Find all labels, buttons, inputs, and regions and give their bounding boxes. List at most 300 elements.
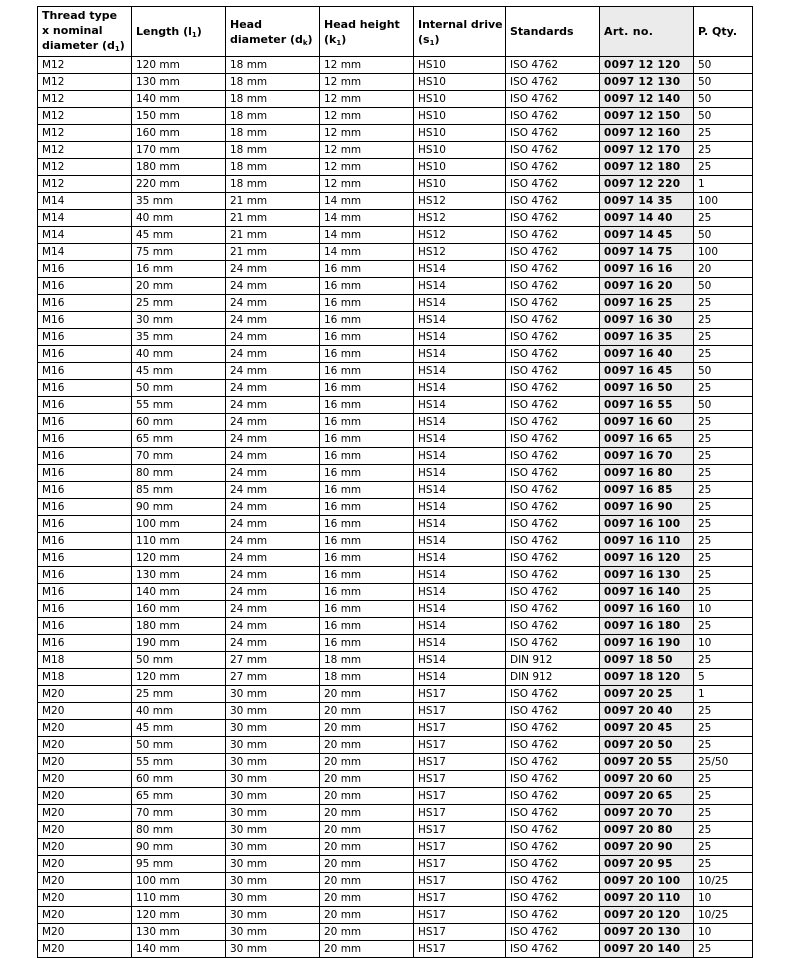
standards-cell: ISO 4762 [506, 176, 600, 193]
thread-type-cell: M18 [38, 669, 132, 686]
header-head-diameter-label: Head diameter (d [230, 17, 303, 46]
length-cell: 80 mm [132, 465, 226, 482]
pack-qty-cell: 25 [694, 210, 753, 227]
length-cell: 85 mm [132, 482, 226, 499]
pack-qty-cell: 25 [694, 465, 753, 482]
head-height-cell: 20 mm [320, 839, 414, 856]
head-height-cell: 20 mm [320, 771, 414, 788]
table-row [38, 176, 753, 193]
art-no-cell: 0097 20 25 [600, 686, 694, 703]
internal-drive-cell: HS12 [414, 210, 506, 227]
art-no-cell: 0097 20 45 [600, 720, 694, 737]
thread-type-cell: M16 [38, 618, 132, 635]
head-diameter-cell: 18 mm [226, 91, 320, 108]
standards-cell: ISO 4762 [506, 822, 600, 839]
length-cell: 90 mm [132, 499, 226, 516]
thread-type-cell: M16 [38, 431, 132, 448]
head-height-cell: 16 mm [320, 329, 414, 346]
length-cell: 25 mm [132, 295, 226, 312]
standards-cell: ISO 4762 [506, 873, 600, 890]
pack-qty-cell: 5 [694, 669, 753, 686]
table-row [38, 601, 753, 618]
art-no-cell: 0097 20 90 [600, 839, 694, 856]
standards-cell: ISO 4762 [506, 363, 600, 380]
internal-drive-cell: HS14 [414, 346, 506, 363]
standards-cell: ISO 4762 [506, 142, 600, 159]
thread-type-cell: M14 [38, 227, 132, 244]
length-cell: 170 mm [132, 142, 226, 159]
thread-type-cell: M12 [38, 57, 132, 74]
pack-qty-cell: 50 [694, 363, 753, 380]
pack-qty-cell: 25 [694, 550, 753, 567]
thread-type-cell: M20 [38, 839, 132, 856]
head-diameter-cell: 24 mm [226, 329, 320, 346]
standards-cell: ISO 4762 [506, 414, 600, 431]
thread-type-cell: M20 [38, 924, 132, 941]
head-diameter-cell: 24 mm [226, 363, 320, 380]
internal-drive-cell: HS17 [414, 941, 506, 958]
length-cell: 30 mm [132, 312, 226, 329]
internal-drive-cell: HS14 [414, 465, 506, 482]
table-row [38, 380, 753, 397]
head-diameter-cell: 24 mm [226, 261, 320, 278]
head-height-cell: 20 mm [320, 788, 414, 805]
thread-type-cell: M16 [38, 550, 132, 567]
pack-qty-cell: 100 [694, 244, 753, 261]
internal-drive-cell: HS10 [414, 91, 506, 108]
art-no-cell: 0097 20 60 [600, 771, 694, 788]
head-diameter-cell: 18 mm [226, 108, 320, 125]
standards-cell: ISO 4762 [506, 941, 600, 958]
head-diameter-cell: 18 mm [226, 176, 320, 193]
thread-type-cell: M16 [38, 261, 132, 278]
length-cell: 180 mm [132, 159, 226, 176]
table-header-row [38, 7, 753, 57]
pack-qty-cell: 10 [694, 635, 753, 652]
pack-qty-cell: 25 [694, 448, 753, 465]
head-height-cell: 16 mm [320, 482, 414, 499]
pack-qty-cell: 50 [694, 227, 753, 244]
art-no-cell: 0097 12 220 [600, 176, 694, 193]
art-no-cell: 0097 16 20 [600, 278, 694, 295]
standards-cell: ISO 4762 [506, 890, 600, 907]
head-diameter-cell: 30 mm [226, 720, 320, 737]
thread-type-cell: M18 [38, 652, 132, 669]
pack-qty-cell: 25 [694, 703, 753, 720]
standards-cell: ISO 4762 [506, 907, 600, 924]
head-height-cell: 20 mm [320, 924, 414, 941]
length-cell: 180 mm [132, 618, 226, 635]
internal-drive-cell: HS10 [414, 57, 506, 74]
table-row [38, 941, 753, 958]
standards-cell: ISO 4762 [506, 550, 600, 567]
pack-qty-cell: 10 [694, 601, 753, 618]
length-cell: 35 mm [132, 193, 226, 210]
internal-drive-cell: HS17 [414, 822, 506, 839]
head-diameter-cell: 24 mm [226, 346, 320, 363]
header-thread-line-2: x nominal [42, 24, 103, 37]
pack-qty-cell: 25 [694, 516, 753, 533]
art-no-cell: 0097 16 25 [600, 295, 694, 312]
head-height-cell: 16 mm [320, 533, 414, 550]
standards-cell: ISO 4762 [506, 805, 600, 822]
head-height-cell: 12 mm [320, 159, 414, 176]
thread-type-cell: M12 [38, 74, 132, 91]
table-row [38, 754, 753, 771]
length-cell: 160 mm [132, 125, 226, 142]
length-cell: 140 mm [132, 91, 226, 108]
table-row [38, 805, 753, 822]
thread-type-cell: M20 [38, 771, 132, 788]
head-height-cell: 18 mm [320, 669, 414, 686]
length-cell: 70 mm [132, 448, 226, 465]
art-no-cell: 0097 12 160 [600, 125, 694, 142]
length-cell: 65 mm [132, 788, 226, 805]
head-height-cell: 16 mm [320, 380, 414, 397]
table-row [38, 856, 753, 873]
pack-qty-cell: 10/25 [694, 873, 753, 890]
internal-drive-cell: HS14 [414, 448, 506, 465]
art-no-cell: 0097 12 150 [600, 108, 694, 125]
head-height-cell: 20 mm [320, 890, 414, 907]
head-diameter-cell: 24 mm [226, 397, 320, 414]
internal-drive-cell: HS14 [414, 380, 506, 397]
thread-type-cell: M20 [38, 754, 132, 771]
art-no-cell: 0097 18 120 [600, 669, 694, 686]
head-diameter-cell: 30 mm [226, 907, 320, 924]
thread-type-cell: M20 [38, 907, 132, 924]
head-diameter-cell: 18 mm [226, 74, 320, 91]
table-row [38, 618, 753, 635]
standards-cell: ISO 4762 [506, 635, 600, 652]
table-row [38, 431, 753, 448]
standards-cell: ISO 4762 [506, 159, 600, 176]
pack-qty-cell: 25 [694, 720, 753, 737]
standards-cell: ISO 4762 [506, 329, 600, 346]
length-cell: 110 mm [132, 533, 226, 550]
internal-drive-cell: HS14 [414, 278, 506, 295]
pack-qty-cell: 1 [694, 686, 753, 703]
header-length-close: ) [196, 25, 202, 38]
pack-qty-cell: 20 [694, 261, 753, 278]
table-row [38, 210, 753, 227]
length-cell: 100 mm [132, 873, 226, 890]
standards-cell: ISO 4762 [506, 856, 600, 873]
head-diameter-cell: 24 mm [226, 584, 320, 601]
standards-cell: ISO 4762 [506, 482, 600, 499]
table-row [38, 91, 753, 108]
table-row [38, 108, 753, 125]
head-height-cell: 14 mm [320, 227, 414, 244]
art-no-cell: 0097 16 40 [600, 346, 694, 363]
thread-type-cell: M20 [38, 890, 132, 907]
internal-drive-cell: HS12 [414, 193, 506, 210]
head-height-cell: 16 mm [320, 431, 414, 448]
art-no-cell: 0097 20 40 [600, 703, 694, 720]
header-head-height-close: ) [341, 32, 347, 46]
internal-drive-cell: HS14 [414, 533, 506, 550]
head-diameter-cell: 24 mm [226, 295, 320, 312]
thread-type-cell: M16 [38, 533, 132, 550]
head-height-cell: 16 mm [320, 346, 414, 363]
thread-type-cell: M12 [38, 142, 132, 159]
table-row [38, 125, 753, 142]
pack-qty-cell: 50 [694, 278, 753, 295]
art-no-cell: 0097 12 170 [600, 142, 694, 159]
art-no-cell: 0097 14 75 [600, 244, 694, 261]
thread-type-cell: M16 [38, 380, 132, 397]
pack-qty-cell: 25 [694, 499, 753, 516]
head-height-cell: 20 mm [320, 805, 414, 822]
thread-type-cell: M12 [38, 108, 132, 125]
head-height-cell: 12 mm [320, 142, 414, 159]
standards-cell: ISO 4762 [506, 397, 600, 414]
pack-qty-cell: 25 [694, 380, 753, 397]
table-row [38, 567, 753, 584]
art-no-cell: 0097 20 70 [600, 805, 694, 822]
thread-type-cell: M20 [38, 788, 132, 805]
pack-qty-cell: 25 [694, 941, 753, 958]
internal-drive-cell: HS14 [414, 482, 506, 499]
art-no-cell: 0097 20 100 [600, 873, 694, 890]
head-height-cell: 20 mm [320, 907, 414, 924]
art-no-cell: 0097 20 50 [600, 737, 694, 754]
art-no-cell: 0097 16 60 [600, 414, 694, 431]
table-row [38, 703, 753, 720]
standards-cell: ISO 4762 [506, 924, 600, 941]
head-height-cell: 12 mm [320, 176, 414, 193]
internal-drive-cell: HS14 [414, 312, 506, 329]
table-row [38, 448, 753, 465]
table-row [38, 907, 753, 924]
head-diameter-cell: 21 mm [226, 193, 320, 210]
art-no-cell: 0097 16 65 [600, 431, 694, 448]
head-height-cell: 20 mm [320, 737, 414, 754]
art-no-cell: 0097 16 110 [600, 533, 694, 550]
length-cell: 60 mm [132, 771, 226, 788]
internal-drive-cell: HS17 [414, 737, 506, 754]
table-row [38, 720, 753, 737]
art-no-cell: 0097 20 110 [600, 890, 694, 907]
pack-qty-cell: 25 [694, 159, 753, 176]
art-no-cell: 0097 14 35 [600, 193, 694, 210]
length-cell: 130 mm [132, 924, 226, 941]
head-diameter-cell: 24 mm [226, 431, 320, 448]
head-diameter-cell: 30 mm [226, 703, 320, 720]
head-height-cell: 20 mm [320, 873, 414, 890]
head-height-cell: 16 mm [320, 278, 414, 295]
table-row [38, 533, 753, 550]
header-length [132, 7, 226, 57]
pack-qty-cell: 10 [694, 890, 753, 907]
head-diameter-cell: 30 mm [226, 822, 320, 839]
head-diameter-cell: 18 mm [226, 142, 320, 159]
internal-drive-cell: HS17 [414, 873, 506, 890]
standards-cell: ISO 4762 [506, 516, 600, 533]
art-no-cell: 0097 20 55 [600, 754, 694, 771]
thread-type-cell: M20 [38, 856, 132, 873]
head-diameter-cell: 30 mm [226, 856, 320, 873]
table-row [38, 329, 753, 346]
art-no-cell: 0097 16 120 [600, 550, 694, 567]
art-no-cell: 0097 20 120 [600, 907, 694, 924]
standards-cell: ISO 4762 [506, 720, 600, 737]
art-no-cell: 0097 12 120 [600, 57, 694, 74]
header-head-diameter-close: ) [307, 32, 313, 46]
pack-qty-cell: 50 [694, 74, 753, 91]
internal-drive-cell: HS17 [414, 754, 506, 771]
head-height-cell: 12 mm [320, 74, 414, 91]
art-no-cell: 0097 16 45 [600, 363, 694, 380]
standards-cell: DIN 912 [506, 669, 600, 686]
table-row [38, 686, 753, 703]
length-cell: 40 mm [132, 703, 226, 720]
art-no-cell: 0097 16 90 [600, 499, 694, 516]
head-diameter-cell: 24 mm [226, 618, 320, 635]
internal-drive-cell: HS14 [414, 516, 506, 533]
art-no-cell: 0097 16 140 [600, 584, 694, 601]
head-diameter-cell: 24 mm [226, 516, 320, 533]
art-no-cell: 0097 16 130 [600, 567, 694, 584]
pack-qty-cell: 50 [694, 397, 753, 414]
pack-qty-cell: 25 [694, 618, 753, 635]
thread-type-cell: M16 [38, 635, 132, 652]
internal-drive-cell: HS14 [414, 652, 506, 669]
head-height-cell: 16 mm [320, 499, 414, 516]
internal-drive-cell: HS10 [414, 159, 506, 176]
thread-type-cell: M12 [38, 91, 132, 108]
internal-drive-cell: HS17 [414, 720, 506, 737]
thread-type-cell: M16 [38, 414, 132, 431]
head-diameter-cell: 27 mm [226, 652, 320, 669]
head-diameter-cell: 24 mm [226, 380, 320, 397]
head-diameter-cell: 24 mm [226, 601, 320, 618]
pack-qty-cell: 25/50 [694, 754, 753, 771]
head-height-cell: 20 mm [320, 720, 414, 737]
length-cell: 160 mm [132, 601, 226, 618]
length-cell: 130 mm [132, 74, 226, 91]
art-no-cell: 0097 16 70 [600, 448, 694, 465]
head-height-cell: 20 mm [320, 856, 414, 873]
art-no-cell: 0097 16 50 [600, 380, 694, 397]
art-no-cell: 0097 16 85 [600, 482, 694, 499]
pack-qty-cell: 25 [694, 329, 753, 346]
art-no-cell: 0097 12 180 [600, 159, 694, 176]
art-no-cell: 0097 12 140 [600, 91, 694, 108]
internal-drive-cell: HS17 [414, 890, 506, 907]
pack-qty-cell: 25 [694, 295, 753, 312]
pack-qty-cell: 25 [694, 414, 753, 431]
table-row [38, 635, 753, 652]
head-height-cell: 16 mm [320, 363, 414, 380]
thread-type-cell: M12 [38, 176, 132, 193]
head-height-cell: 12 mm [320, 91, 414, 108]
head-diameter-cell: 30 mm [226, 839, 320, 856]
table-row [38, 482, 753, 499]
thread-type-cell: M14 [38, 193, 132, 210]
standards-cell: ISO 4762 [506, 278, 600, 295]
head-height-cell: 16 mm [320, 516, 414, 533]
internal-drive-cell: HS14 [414, 397, 506, 414]
internal-drive-cell: HS17 [414, 856, 506, 873]
pack-qty-cell: 25 [694, 822, 753, 839]
internal-drive-cell: HS14 [414, 550, 506, 567]
length-cell: 120 mm [132, 669, 226, 686]
head-height-cell: 14 mm [320, 244, 414, 261]
head-height-cell: 12 mm [320, 57, 414, 74]
thread-type-cell: M20 [38, 873, 132, 890]
head-diameter-cell: 24 mm [226, 448, 320, 465]
art-no-cell: 0097 16 100 [600, 516, 694, 533]
pack-qty-cell: 25 [694, 584, 753, 601]
table-row [38, 584, 753, 601]
internal-drive-cell: HS17 [414, 839, 506, 856]
table-row [38, 278, 753, 295]
header-length-label: Length (l [136, 25, 192, 38]
pack-qty-cell: 1 [694, 176, 753, 193]
table-row [38, 363, 753, 380]
table-row [38, 346, 753, 363]
art-no-cell: 0097 16 180 [600, 618, 694, 635]
length-cell: 50 mm [132, 380, 226, 397]
head-height-cell: 12 mm [320, 125, 414, 142]
table-row [38, 312, 753, 329]
internal-drive-cell: HS17 [414, 703, 506, 720]
standards-cell: ISO 4762 [506, 57, 600, 74]
thread-type-cell: M16 [38, 312, 132, 329]
thread-type-cell: M16 [38, 295, 132, 312]
table-row [38, 244, 753, 261]
standards-cell: ISO 4762 [506, 771, 600, 788]
table-row [38, 839, 753, 856]
pack-qty-cell: 25 [694, 431, 753, 448]
length-cell: 140 mm [132, 584, 226, 601]
standards-cell: ISO 4762 [506, 346, 600, 363]
head-height-cell: 18 mm [320, 652, 414, 669]
pack-qty-cell: 25 [694, 142, 753, 159]
thread-type-cell: M16 [38, 448, 132, 465]
head-height-cell: 16 mm [320, 448, 414, 465]
standards-cell: DIN 912 [506, 652, 600, 669]
head-height-cell: 16 mm [320, 635, 414, 652]
pack-qty-cell: 25 [694, 533, 753, 550]
table-row [38, 890, 753, 907]
header-thread-line-3: diameter (d [42, 39, 115, 52]
standards-cell: ISO 4762 [506, 465, 600, 482]
head-height-cell: 16 mm [320, 312, 414, 329]
table-row [38, 737, 753, 754]
length-cell: 40 mm [132, 346, 226, 363]
head-diameter-cell: 18 mm [226, 57, 320, 74]
art-no-cell: 0097 20 95 [600, 856, 694, 873]
head-diameter-cell: 30 mm [226, 890, 320, 907]
table-row [38, 550, 753, 567]
internal-drive-cell: HS17 [414, 686, 506, 703]
pack-qty-cell: 25 [694, 125, 753, 142]
table-row [38, 74, 753, 91]
internal-drive-cell: HS10 [414, 125, 506, 142]
thread-type-cell: M16 [38, 601, 132, 618]
length-cell: 55 mm [132, 397, 226, 414]
standards-cell: ISO 4762 [506, 261, 600, 278]
head-height-cell: 20 mm [320, 754, 414, 771]
length-cell: 45 mm [132, 363, 226, 380]
thread-type-cell: M16 [38, 567, 132, 584]
head-diameter-cell: 24 mm [226, 499, 320, 516]
internal-drive-cell: HS14 [414, 567, 506, 584]
table-row [38, 669, 753, 686]
header-length-subscript: 1 [191, 31, 197, 39]
